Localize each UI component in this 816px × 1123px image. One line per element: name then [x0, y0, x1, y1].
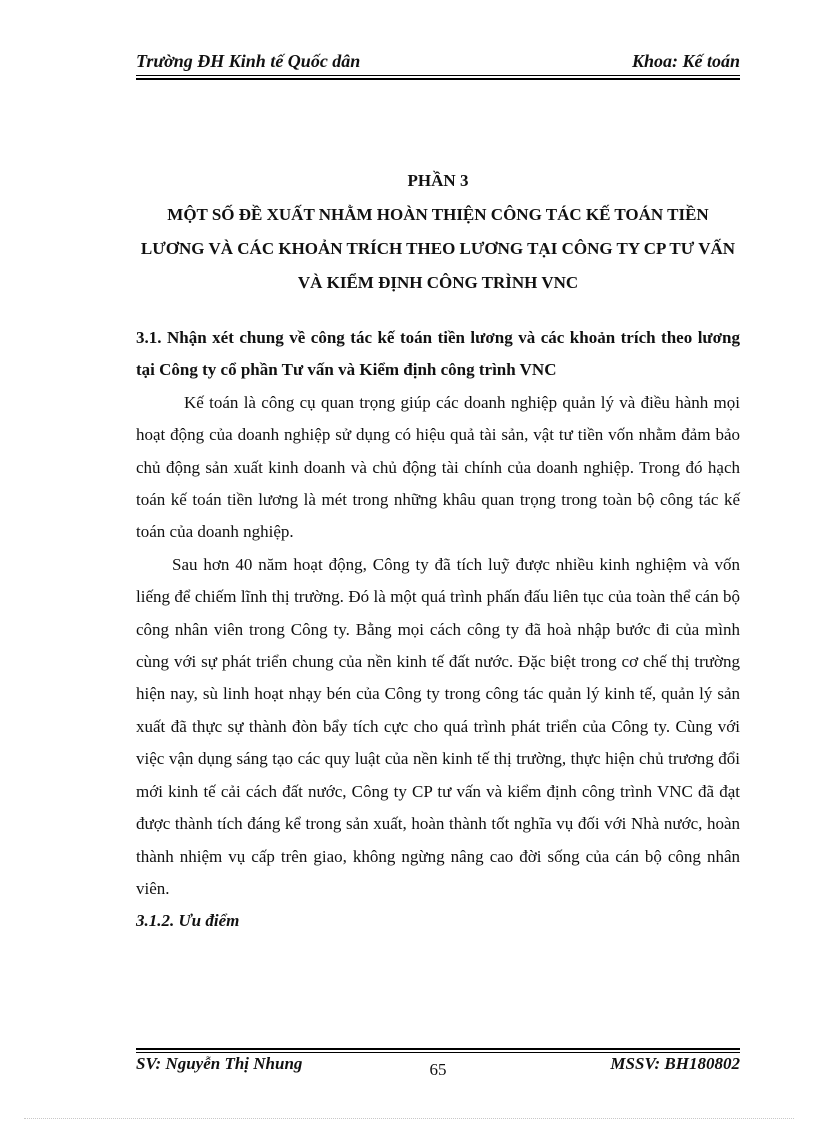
part-title-block [136, 164, 740, 300]
page-header [136, 48, 740, 72]
page-footer [136, 1054, 740, 1080]
footer-student-name: SV: Nguyễn Thị Nhung [136, 1054, 303, 1073]
header-rule-thick [136, 78, 740, 80]
part-title: MỘT SỐ ĐỀ XUẤT NHẰM HOÀN THIỆN CÔNG TÁC KẾ TOÁN TIỀN LƯƠNG VÀ CÁC KHOẢN TRÍCH THEO LƯƠNG TẠI CÔNG TY CP TƯ VẤN VÀ KIỂM ĐỊNH CÔNG TRÌNH VNC [140, 205, 736, 292]
header-university: Trường ĐH Kinh tế Quốc dân [136, 51, 361, 71]
paragraph: Kế toán là công cụ quan trọng giúp các doanh nghiệp quản lý và điều hành mọi hoạt động của doanh nghiệp sử dụng có hiệu quả tài sản, vật tư tiền vốn nhằm đảm bảo chủ động sản xuất kinh doanh và chủ động tài chính của doanh nghiệp. Trong đó hạch toán kế toán tiền lương là mét trong những khâu quan trọng trong toàn bộ công tác kế toán của doanh nghiệp. [136, 392, 740, 542]
header-rule [136, 75, 740, 76]
page-number: 65 [429, 1060, 447, 1079]
subsection-heading: 3.1.2. Ưu điểm [136, 911, 240, 931]
footer-rule-thick [136, 1048, 740, 1050]
footer-student-id: MSSV: BH180802 [610, 1054, 740, 1073]
section-heading: 3.1. Nhận xét chung về công tác kế toán tiền lương và các khoản trích theo lương tại Công ty cổ phần Tư vấn và Kiểm định công trình VNC [136, 328, 740, 380]
paragraph: Sau hơn 40 năm hoạt động, Công ty đã tích luỹ được nhiều kinh nghiệm và vốn liếng để chiếm lĩnh thị trường. Đó là một quá trình phấn đấu liên tục của toàn thể cán bộ công nhân viên trong Công ty. Bằng mọi cách công ty đã hoà nhập bước đi của mình cùng với sự phát triển chung của nền kinh tế đất nước. Đặc biệt trong cơ chế thị trường hiện nay, sù linh hoạt nhạy bén của Công ty trong công tác quản lý kinh tế, quản lý sản xuất đã thực sự thành đòn bẩy tích cực cho quá trình phát triển của Công ty. Cùng với việc vận dụng sáng tạo các quy luật của nền kinh tế thị trường, thực hiện chủ trương đổi mới kinh tế cải cách đất nước, Công ty CP tư vấn và kiểm định công trình VNC đã đạt được thành tích đáng kể trong sản xuất, hoàn thành tốt nghĩa vụ đối với Nhà nước, hoàn thành nhiệm vụ cấp trên giao, không ngừng nâng cao đời sống của cán bộ công nhân viên. [136, 554, 740, 898]
footer-rule [136, 1052, 740, 1053]
part-label: PHẦN 3 [407, 171, 469, 190]
header-faculty: Khoa: Kế toán [631, 51, 740, 71]
body-text [136, 322, 740, 938]
page-edge-divider [24, 1118, 794, 1119]
